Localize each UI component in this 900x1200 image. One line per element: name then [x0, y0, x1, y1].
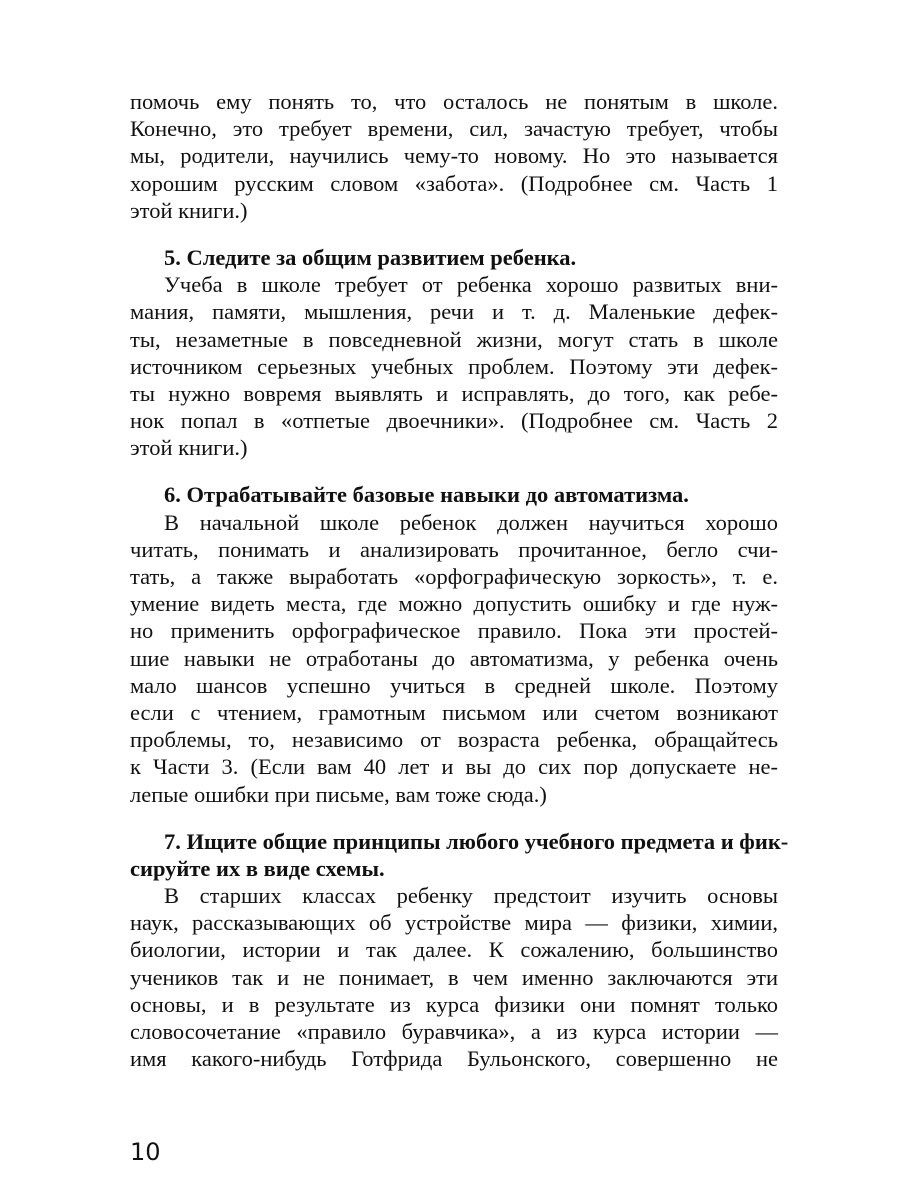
text-line: имя какого-нибудь Готфрида Бульонского, совершенно не: [130, 1046, 778, 1072]
text-line: наук, рассказывающих об устройстве мира — физики, химии,: [130, 910, 778, 936]
text-line: к Части 3. (Если вам 40 лет и вы до сих пор допускаете не-: [130, 754, 778, 780]
text-line: читать, понимать и анализировать прочитанное, бегло счи-: [130, 536, 778, 562]
text-line: В старших классах ребенку предстоит изучить основы: [164, 883, 778, 909]
intro-paragraph: [130, 88, 778, 224]
text-line: умение видеть места, где можно допустить ошибку и где нуж-: [130, 591, 778, 617]
section-heading: [130, 828, 789, 882]
text-line: ты нужно вовремя выявлять и исправлять, до того, как ребе-: [130, 380, 778, 406]
section-heading: [130, 481, 778, 508]
text-line: шие навыки не отработаны до автоматизма, у ребенка очень: [130, 645, 778, 671]
text-line: мы, родители, научились чему-то новому. Но это называется: [130, 143, 778, 169]
page-content: [130, 88, 789, 1072]
text-line: ты, незаметные в повседневной жизни, могут стать в школе: [130, 326, 778, 352]
text-line: если с чтением, грамотным письмом или счетом возникают: [130, 699, 778, 725]
text-line: мало шансов успешно учиться в средней школе. Поэтому: [130, 672, 778, 698]
text-line: Учеба в школе требует от ребенка хорошо развитых вни-: [164, 272, 778, 298]
section-body: [130, 509, 778, 808]
text-line: Конечно, это требует времени, сил, зачастую требует, чтобы: [130, 116, 778, 142]
section-body: [130, 271, 778, 461]
section-heading: [130, 244, 778, 271]
text-line: словосочетание «правило буравчика», а из курса истории —: [130, 1019, 778, 1044]
text-line: нок попал в «отпетые двоечники». (Подробнее см. Часть 2: [130, 408, 778, 434]
text-line: мания, памяти, мышления, речи и т. д. Маленькие дефек-: [130, 299, 778, 325]
text-line: лепые ошибки при письме, вам тоже сюда.): [130, 781, 547, 807]
heading-line: 5. Следите за общим развитием ребенка.: [164, 244, 577, 270]
text-line: проблемы, то, независимо от возраста ребенка, обращайтесь: [130, 727, 778, 753]
text-line: помочь ему понять то, что осталось не понятым в школе.: [130, 89, 778, 114]
text-line: учеников так и не понимает, в чем именно заключаются эти: [130, 964, 778, 990]
section-5: [130, 244, 778, 462]
text-line: основы, и в результате из курса физики они помнят только: [130, 991, 778, 1017]
text-line: тать, а также выработать «орфографическую зоркость», т. е.: [130, 564, 778, 589]
text-line: хорошим русским словом «забота». (Подробнее см. Часть 1: [130, 170, 778, 196]
text-line: этой книги.): [130, 435, 248, 461]
heading-line: 7. Ищите общие принципы любого учебного предмета и фик-: [164, 828, 789, 854]
section-body: [130, 882, 778, 1072]
text-line: В начальной школе ребенок должен научиться хорошо: [164, 509, 778, 535]
heading-line: сируйте их в виде схемы.: [130, 855, 385, 881]
page-number: 10: [130, 1138, 161, 1166]
text-line: биологии, истории и так далее. К сожалению, большинство: [130, 937, 778, 963]
heading-line: 6. Отрабатывайте базовые навыки до автоматизма.: [164, 482, 689, 508]
text-line: этой книги.): [130, 197, 248, 223]
section-7: [130, 828, 789, 1073]
text-line: но применить орфографическое правило. Пока эти простей-: [130, 618, 778, 644]
section-6: [130, 481, 778, 807]
text-line: источником серьезных учебных проблем. Поэтому эти дефек-: [130, 353, 778, 379]
